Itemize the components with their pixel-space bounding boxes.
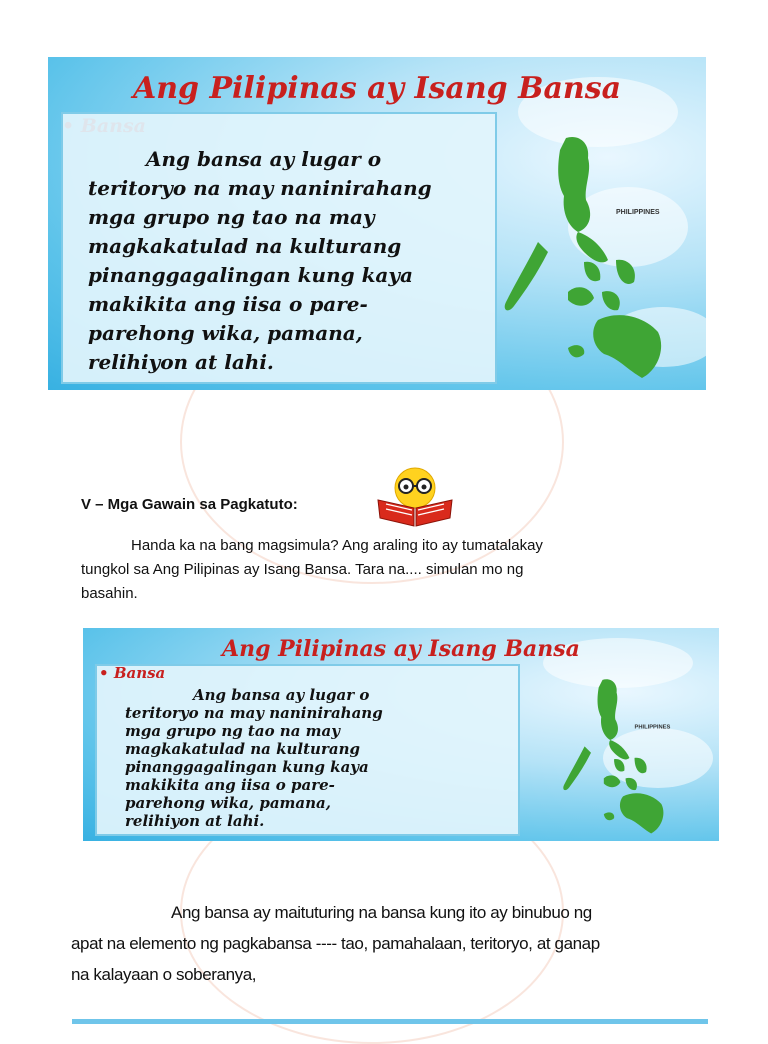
bullet-dot: •	[99, 664, 114, 682]
slide-title: Ang Pilipinas ay Isang Bansa	[222, 636, 580, 662]
definition-text	[88, 147, 498, 387]
definition-line: mga grupo ng tao na may	[88, 205, 375, 229]
slide-image-bottom	[83, 628, 719, 841]
reading-book-emoji-icon	[372, 466, 458, 528]
intro-line: tungkol sa Ang Pilipinas ay Isang Bansa. Tara na.... simulan mo ng	[81, 561, 524, 578]
definition-line: makikita ang iisa o pare-	[88, 292, 368, 316]
philippines-map-icon	[543, 676, 703, 836]
definition-line: relihiyon at lahi.	[88, 350, 274, 374]
intro-line: basahin.	[81, 585, 138, 602]
definition-line: pinanggagalingan kung kaya	[88, 263, 413, 287]
philippines-map-icon	[498, 132, 698, 382]
definition-line: magkakatulad na kulturang	[88, 234, 402, 258]
definition-text	[125, 686, 525, 836]
bullet-term: • Bansa	[99, 664, 166, 682]
definition-line: relihiyon at lahi.	[125, 812, 265, 830]
map-label: PHILIPPINES	[616, 209, 660, 216]
body-line: na kalayaan o soberanya,	[71, 965, 257, 984]
definition-line: parehong wika, pamana,	[125, 794, 331, 812]
slide-image-top	[48, 57, 706, 390]
definition-line: parehong wika, pamana,	[88, 321, 363, 345]
definition-line: magkakatulad na kulturang	[125, 740, 360, 758]
slide-title: Ang Pilipinas ay Isang Bansa	[132, 71, 622, 106]
definition-line: teritoryo na may naninirahang	[125, 704, 383, 722]
section-heading: V – Mga Gawain sa Pagkatuto:	[81, 496, 298, 513]
definition-line: pinanggagalingan kung kaya	[125, 758, 369, 776]
body-line: Ang bansa ay maituturing na bansa kung ito ay binubuo ng	[171, 903, 592, 922]
definition-line: makikita ang iisa o pare-	[125, 776, 335, 794]
definition-line: mga grupo ng tao na may	[125, 722, 340, 740]
body-line: apat na elemento ng pagkabansa ---- tao, pamahalaan, teritoryo, at ganap	[71, 934, 600, 953]
map-label: PHILIPPINES	[634, 724, 671, 731]
definition-line: teritoryo na may naninirahang	[88, 176, 432, 200]
definition-line: Ang bansa ay lugar o	[146, 147, 382, 171]
definition-line: Ang bansa ay lugar o	[193, 686, 370, 704]
intro-line: Handa ka na bang magsimula? Ang araling ito ay tumatalakay	[131, 537, 543, 554]
next-slide-edge	[72, 1019, 708, 1024]
